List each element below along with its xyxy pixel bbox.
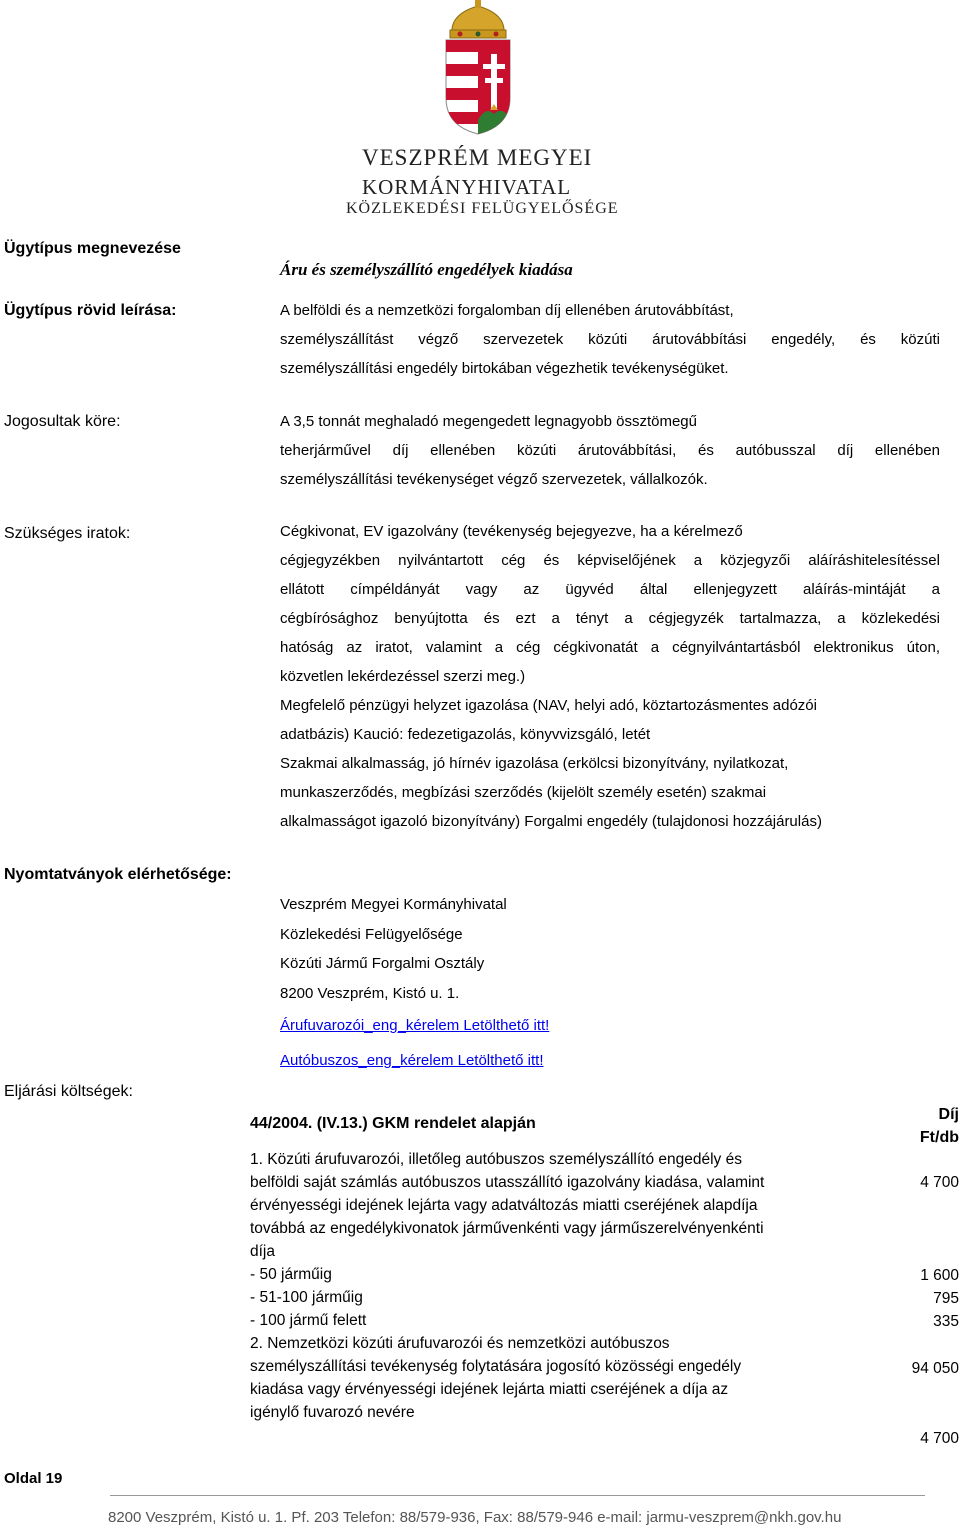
cost-line: - 50 járműig	[250, 1266, 332, 1283]
iratok-line: munkaszerződés, megbízási szerződés (kijelölt személy esetén) szakmai	[280, 784, 767, 801]
cost-items	[250, 1148, 850, 1424]
jogosultak-text	[280, 407, 940, 494]
cost-line: 2. Nemzetközi közúti árufuvarozói és nemzetközi autóbuszos	[250, 1335, 670, 1352]
rovid-line: személyszállítási engedély birtokában végezhetik tevékenységüket.	[280, 360, 729, 377]
ugytipus-value: Áru és személyszállító engedélyek kiadása	[280, 260, 573, 279]
iratok-line: Megfelelő pénzügyi helyzet igazolása (NAV, helyi adó, köztartozásmentes adózói	[280, 697, 817, 714]
address-line: Közlekedési Felügyelősége	[280, 925, 463, 943]
footer-contact: 8200 Veszprém, Kistó u. 1. Pf. 203 Telefon: 88/579-936, Fax: 88/579-946 e-mail: jarmu-veszprem@nkh.gov.hu	[108, 1509, 842, 1526]
jogosultak-line: teherjárművel díj ellenében közúti árutovábbítási, és autóbusszal díj ellenében	[280, 442, 940, 459]
footer-divider	[110, 1495, 925, 1496]
rovid-leiras-text	[280, 296, 940, 383]
cost-line: - 51-100 járműig	[250, 1289, 363, 1306]
cost-line: személyszállítási tevékenység folytatására jogosító közösségi engedély	[250, 1358, 742, 1375]
fee-value: 94 050	[911, 1360, 959, 1377]
koltsegek-label: Eljárási költségek:	[4, 1083, 133, 1100]
nyomtatvanyok-label: Nyomtatványok elérhetősége:	[4, 866, 232, 883]
org-name-line3: KÖZLEKEDÉSI FELÜGYELŐSÉGE	[346, 200, 619, 217]
iratok-line: ellátott címpéldányát vagy az ügyvéd által ellenjegyzett aláírás-mintáját a	[280, 581, 940, 598]
autobuszos-kerelem-link[interactable]: Autóbuszos_eng_kérelem Letölthető itt!	[280, 1052, 544, 1069]
iratok-line: közvetlen lekérdezéssel szerzi meg.)	[280, 668, 526, 685]
fee-value: 4 700	[920, 1430, 959, 1447]
arufuvarozoi-kerelem-link[interactable]: Árufuvarozói_eng_kérelem Letölthető itt!	[280, 1017, 550, 1034]
cost-line: kiadása vagy érvényességi idejének lejárta miatti cseréjének a díja az	[250, 1381, 729, 1398]
cost-line: érvényességi idejének lejárta vagy adatváltozás miatti cseréjének alapdíja	[250, 1197, 758, 1214]
fee-value: 795	[933, 1290, 959, 1307]
iratok-line: Cégkivonat, EV igazolvány (tevékenység bejegyezve, ha a kérelmező	[280, 523, 743, 540]
cost-line: belföldi saját számlás autóbuszos utasszállító igazolvány kiadása, valamint	[250, 1174, 765, 1191]
iratok-label: Szükséges iratok:	[4, 525, 131, 542]
org-name-line2: KORMÁNYHIVATAL	[362, 175, 572, 199]
cost-line: 1. Közúti árufuvarozói, illetőleg autóbuszos személyszállító engedély és	[250, 1151, 742, 1168]
jogosultak-line: A 3,5 tonnát meghaladó megengedett legnagyobb össztömegű	[280, 413, 697, 430]
address-line: Veszprém Megyei Kormányhivatal	[280, 896, 507, 913]
org-name-line1: VESZPRÉM MEGYEI	[362, 145, 593, 170]
cost-line: - 100 jármű felett	[250, 1312, 367, 1329]
rovid-leiras-label: Ügytípus rövid leírása:	[4, 302, 177, 319]
jogosultak-line: személyszállítási tevékenységet végző szervezetek, vállalkozók.	[280, 471, 708, 488]
fee-value: 1 600	[920, 1267, 959, 1284]
iratok-text	[280, 517, 940, 836]
cost-heading: 44/2004. (IV.13.) GKM rendelet alapján	[250, 1115, 536, 1132]
address-line: Közúti Jármű Forgalmi Osztály	[280, 955, 485, 972]
fee-value: 335	[933, 1313, 959, 1330]
cost-line: igénylő fuvarozó nevére	[250, 1404, 415, 1421]
iratok-line: hatóság az iratot, valamint a cég cégkivonatát a cégnyilvántartásból elektronikus úton,	[280, 639, 940, 656]
rovid-line: személyszállítást végző szervezetek közúti árutovábbítási engedély, és közúti	[280, 331, 940, 348]
iratok-line: alkalmasságot igazoló bizonyítvány) Forgalmi engedély (tulajdonosi hozzájárulás)	[280, 813, 822, 830]
iratok-line: adatbázis) Kaució: fedezetigazolás, könyvvizsgáló, letét	[280, 726, 651, 743]
fee-value: 4 700	[920, 1174, 959, 1191]
fee-header-dij: Díj	[938, 1106, 959, 1123]
page-number: Oldal 19	[4, 1470, 63, 1487]
iratok-line: cégjegyzékben nyilvántartott cég és képviselőjének a közjegyzői aláíráshitelesítéssel	[280, 552, 940, 569]
fee-header	[920, 1103, 959, 1149]
ugytipus-label: Ügytípus megnevezése	[4, 240, 181, 257]
fee-header-unit: Ft/db	[919, 1129, 959, 1146]
rovid-line: A belföldi és a nemzetközi forgalomban díj ellenében árutovábbítást,	[280, 302, 734, 319]
iratok-line: Szakmai alkalmasság, jó hírnév igazolása (erkölcsi bizonyítvány, nyilatkozat,	[280, 755, 789, 772]
iratok-line: cégbírósághoz benyújtotta és ezt a tényt a cégjegyzék tartalmazza, a közlekedési	[280, 610, 940, 627]
address-block	[280, 890, 507, 1008]
cost-line: továbbá az engedélykivonatok járművenkénti vagy járműszerelvényenkénti	[250, 1220, 764, 1237]
address-line: 8200 Veszprém, Kistó u. 1.	[280, 984, 460, 1002]
coat-of-arms-icon	[440, 0, 516, 135]
cost-line: díja	[250, 1243, 275, 1260]
jogosultak-label: Jogosultak köre:	[4, 413, 121, 430]
